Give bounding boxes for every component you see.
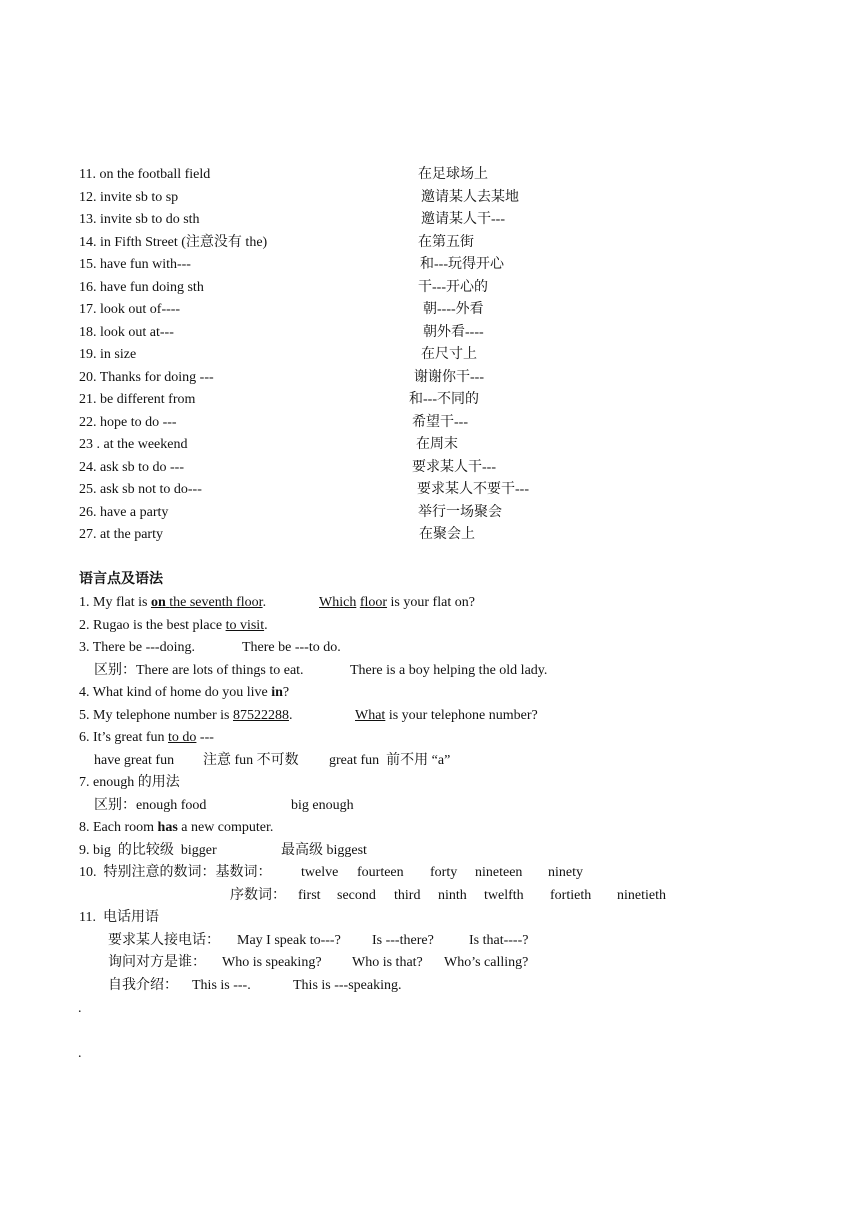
text: 1. My flat is <box>79 595 151 610</box>
grammar-line-6b: have great fun <box>94 753 175 768</box>
phrase-zh: 希望干--- <box>412 415 468 430</box>
phrase-en: 17. look out of---- <box>79 302 181 317</box>
grammar-line-9: 9. big 的比较级 bigger <box>79 843 217 858</box>
text: in <box>271 685 283 700</box>
ordinal-number: first <box>298 888 321 903</box>
phrase-en: 16. have fun doing sth <box>79 280 204 295</box>
text: Which <box>319 595 357 610</box>
grammar-line-8 <box>79 819 273 837</box>
phrase-zh: 要求某人不要干--- <box>417 482 529 497</box>
phrase-en: 27. at the party <box>79 527 163 542</box>
grammar-line-7: 7. enough 的用法 <box>79 775 180 790</box>
text: floor <box>359 595 388 610</box>
grammar-line-6c: 注意 fun 不可数 <box>203 753 299 768</box>
ordinal-number: twelfth <box>484 888 524 903</box>
text: What <box>355 708 386 723</box>
phrase-zh: 朝----外看 <box>423 302 484 317</box>
text: is your telephone number? <box>385 708 538 723</box>
grammar-line-10: 10. 特别注意的数词：基数词： <box>79 865 272 880</box>
phrase-en: 22. hope to do --- <box>79 415 177 430</box>
grammar-line-6d: great fun 前不用 “a” <box>329 753 451 768</box>
ordinal-number: third <box>394 888 421 903</box>
ordinal-number: fortieth <box>550 888 592 903</box>
stray-dot: . <box>78 1001 82 1016</box>
grammar-line-2 <box>79 617 268 635</box>
grammar-line-11: 11. 电话用语 <box>79 910 159 925</box>
phone-phrase: This is ---. <box>192 978 251 993</box>
text: 6. It’s great fun <box>79 730 169 745</box>
phrase-zh: 在聚会上 <box>419 527 475 542</box>
phone-phrase: Is ---there? <box>372 933 434 948</box>
phrase-en: 13. invite sb to do sth <box>79 212 200 227</box>
phrase-zh: 要求某人干--- <box>412 460 496 475</box>
cardinal-number: forty <box>430 865 458 880</box>
phrase-en: 19. in size <box>79 347 137 362</box>
text: 4. What kind of home do you live <box>79 685 272 700</box>
stray-dot: . <box>78 1046 82 1061</box>
ordinal-number: ninth <box>438 888 467 903</box>
phrase-en: 15. have fun with--- <box>79 257 191 272</box>
phone-phrase: Who’s calling? <box>444 955 529 970</box>
cardinal-number: nineteen <box>475 865 523 880</box>
phrase-en: 23 . at the weekend <box>79 437 188 452</box>
phrase-en: 24. ask sb to do --- <box>79 460 184 475</box>
text: . <box>288 708 293 723</box>
text: the seventh floor <box>169 595 263 610</box>
ordinal-number: ninetieth <box>617 888 666 903</box>
phrase-zh: 和---玩得开心 <box>420 257 504 272</box>
phrase-zh: 在尺寸上 <box>421 347 477 362</box>
grammar-line-3-compare: 区别：There are lots of things to eat. <box>94 663 304 678</box>
text: 5. My telephone number is <box>79 708 233 723</box>
phrase-en: 20. Thanks for doing --- <box>79 370 214 385</box>
text: a new computer. <box>177 820 274 835</box>
text: to do <box>168 730 197 745</box>
ordinal-number: second <box>337 888 376 903</box>
grammar-line-4 <box>79 684 289 702</box>
phrase-en: 26. have a party <box>79 505 169 520</box>
grammar-line-6 <box>79 729 214 747</box>
cardinal-number: fourteen <box>357 865 404 880</box>
phone-phrase: Who is that? <box>352 955 423 970</box>
phone-phrase-label: 询问对方是谁： <box>108 955 206 970</box>
grammar-line-9b: 最高级 biggest <box>281 843 367 858</box>
phrase-zh: 谢谢你干--- <box>414 370 484 385</box>
phrase-zh: 在第五街 <box>418 235 474 250</box>
cardinal-number: twelve <box>301 865 339 880</box>
grammar-line-10b: 序数词： <box>230 888 286 903</box>
phrase-zh: 在周末 <box>416 437 458 452</box>
grammar-line-3b: There be ---to do. <box>242 640 341 655</box>
phrase-zh: 干---开心的 <box>418 280 488 295</box>
phrase-zh: 和---不同的 <box>409 392 479 407</box>
text: to visit <box>225 618 265 633</box>
text: . <box>262 595 267 610</box>
cardinal-number: ninety <box>548 865 583 880</box>
grammar-line-1 <box>79 594 266 612</box>
grammar-line-3-compare-b: There is a boy helping the old lady. <box>350 663 548 678</box>
phrase-zh: 邀请某人干--- <box>421 212 505 227</box>
text: has <box>157 820 178 835</box>
phone-phrase-label: 自我介绍： <box>108 978 178 993</box>
phone-phrase: Who is speaking? <box>222 955 322 970</box>
phrase-zh: 在足球场上 <box>418 167 488 182</box>
text: 87522288 <box>232 708 289 723</box>
text: --- <box>196 730 214 745</box>
grammar-line-7c: big enough <box>291 798 354 813</box>
text: is your flat on? <box>387 595 475 610</box>
section-heading: 语言点及语法 <box>79 572 163 587</box>
grammar-line-5 <box>79 707 292 725</box>
phrase-zh: 邀请某人去某地 <box>421 190 519 205</box>
phrase-en: 18. look out at--- <box>79 325 174 340</box>
text: 8. Each room <box>79 820 158 835</box>
text: 2. Rugao is the best place <box>79 618 226 633</box>
grammar-line-1-question <box>319 594 475 612</box>
phrase-en: 11. on the football field <box>79 167 211 182</box>
grammar-line-3: 3. There be ---doing. <box>79 640 195 655</box>
grammar-line-5-question <box>355 707 538 725</box>
phrase-zh: 举行一场聚会 <box>418 505 502 520</box>
phrase-en: 25. ask sb not to do--- <box>79 482 202 497</box>
phrase-en: 12. invite sb to sp <box>79 190 179 205</box>
phone-phrase: This is ---speaking. <box>293 978 402 993</box>
phone-phrase: Is that----? <box>469 933 529 948</box>
text: ? <box>282 685 290 700</box>
text: on <box>150 595 166 610</box>
phrase-en: 14. in Fifth Street (注意没有 the) <box>79 235 268 250</box>
phone-phrase: May I speak to---? <box>237 933 341 948</box>
text: . <box>264 618 268 633</box>
grammar-line-7b: 区别：enough food <box>94 798 207 813</box>
phrase-en: 21. be different from <box>79 392 196 407</box>
phone-phrase-label: 要求某人接电话： <box>108 933 220 948</box>
phrase-zh: 朝外看---- <box>423 325 484 340</box>
